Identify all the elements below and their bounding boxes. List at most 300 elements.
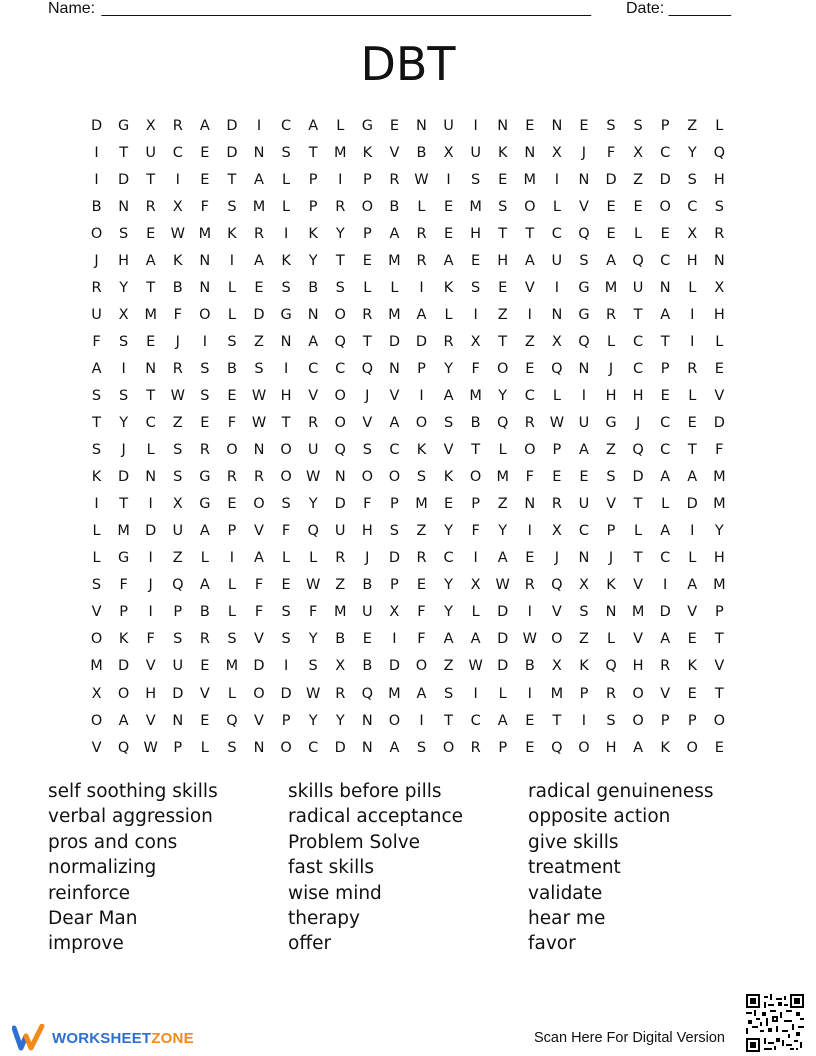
- grid-letter[interactable]: F: [173, 306, 182, 323]
- grid-letter[interactable]: L: [336, 117, 345, 134]
- grid-letter[interactable]: C: [578, 523, 589, 540]
- grid-letter[interactable]: J: [121, 442, 126, 459]
- grid-letter[interactable]: A: [443, 631, 454, 648]
- grid-letter[interactable]: R: [335, 550, 346, 567]
- grid-letter[interactable]: E: [579, 469, 589, 486]
- grid-letter[interactable]: I: [419, 387, 424, 404]
- grid-letter[interactable]: Q: [551, 360, 563, 377]
- grid-letter[interactable]: R: [687, 360, 698, 377]
- grid-letter[interactable]: L: [309, 550, 318, 567]
- grid-letter[interactable]: S: [633, 117, 643, 134]
- grid-letter[interactable]: O: [90, 712, 103, 729]
- grid-letter[interactable]: P: [417, 360, 426, 377]
- grid-letter[interactable]: Z: [443, 658, 454, 675]
- grid-letter[interactable]: E: [200, 712, 210, 729]
- grid-letter[interactable]: I: [175, 171, 180, 188]
- grid-letter[interactable]: H: [497, 252, 509, 269]
- grid-letter[interactable]: D: [226, 117, 238, 134]
- grid-letter[interactable]: C: [687, 198, 698, 215]
- grid-letter[interactable]: D: [253, 658, 265, 675]
- grid-letter[interactable]: P: [362, 225, 372, 242]
- grid-letter[interactable]: Y: [444, 604, 453, 621]
- grid-letter[interactable]: N: [551, 117, 563, 134]
- grid-letter[interactable]: I: [527, 523, 532, 540]
- grid-letter[interactable]: S: [91, 577, 102, 594]
- grid-letter[interactable]: T: [146, 279, 156, 296]
- grid-letter[interactable]: R: [308, 415, 319, 432]
- grid-letter[interactable]: X: [118, 306, 129, 323]
- grid-letter[interactable]: A: [145, 252, 156, 269]
- grid-letter[interactable]: E: [525, 360, 535, 377]
- grid-letter[interactable]: F: [308, 604, 318, 621]
- grid-letter[interactable]: A: [497, 712, 508, 729]
- grid-letter[interactable]: L: [606, 631, 616, 648]
- grid-letter[interactable]: Q: [578, 225, 590, 242]
- grid-letter[interactable]: R: [226, 469, 237, 486]
- grid-letter[interactable]: N: [578, 550, 590, 567]
- grid-letter[interactable]: P: [498, 739, 508, 756]
- grid-letter[interactable]: N: [361, 739, 373, 756]
- grid-letter[interactable]: I: [473, 306, 478, 323]
- grid-letter[interactable]: T: [498, 225, 508, 242]
- grid-letter[interactable]: N: [361, 712, 373, 729]
- grid-letter[interactable]: L: [634, 225, 643, 242]
- grid-letter[interactable]: L: [227, 685, 236, 702]
- grid-letter[interactable]: V: [362, 415, 373, 432]
- grid-letter[interactable]: A: [389, 415, 400, 432]
- grid-letter[interactable]: X: [335, 658, 346, 675]
- grid-letter[interactable]: I: [283, 658, 289, 675]
- grid-letter[interactable]: T: [119, 496, 129, 513]
- grid-letter[interactable]: V: [145, 712, 156, 729]
- grid-letter[interactable]: N: [388, 360, 400, 377]
- grid-letter[interactable]: E: [254, 279, 264, 296]
- grid-letter[interactable]: D: [605, 171, 617, 188]
- grid-letter[interactable]: D: [90, 117, 103, 134]
- grid-letter[interactable]: I: [527, 685, 532, 702]
- grid-letter[interactable]: V: [145, 658, 156, 675]
- grid-letter[interactable]: J: [554, 550, 559, 567]
- grid-letter[interactable]: L: [444, 306, 453, 323]
- grid-letter[interactable]: P: [308, 198, 318, 215]
- grid-letter[interactable]: L: [688, 279, 697, 296]
- grid-letter[interactable]: I: [392, 631, 397, 648]
- grid-letter[interactable]: T: [633, 306, 643, 323]
- grid-letter[interactable]: C: [281, 117, 292, 134]
- grid-letter[interactable]: N: [199, 252, 211, 269]
- grid-letter[interactable]: T: [335, 252, 345, 269]
- grid-letter[interactable]: B: [524, 658, 535, 675]
- grid-letter[interactable]: L: [363, 279, 372, 296]
- grid-letter[interactable]: P: [119, 604, 128, 621]
- grid-letter[interactable]: R: [172, 117, 183, 134]
- grid-letter[interactable]: X: [172, 496, 183, 513]
- grid-letter[interactable]: F: [200, 198, 210, 215]
- grid-letter[interactable]: A: [254, 171, 264, 188]
- grid-letter[interactable]: K: [606, 577, 616, 594]
- grid-letter[interactable]: M: [631, 604, 645, 621]
- grid-letter[interactable]: R: [416, 550, 427, 567]
- grid-letter[interactable]: T: [119, 144, 129, 161]
- grid-letter[interactable]: L: [227, 604, 236, 621]
- grid-letter[interactable]: R: [172, 360, 183, 377]
- grid-letter[interactable]: C: [443, 550, 454, 567]
- grid-letter[interactable]: S: [606, 117, 616, 134]
- grid-letter[interactable]: V: [308, 387, 319, 404]
- grid-letter[interactable]: Y: [308, 712, 318, 729]
- grid-letter[interactable]: W: [305, 685, 321, 702]
- grid-letter[interactable]: R: [551, 496, 562, 513]
- grid-letter[interactable]: E: [362, 631, 372, 648]
- grid-letter[interactable]: I: [148, 604, 153, 621]
- grid-letter[interactable]: R: [335, 198, 346, 215]
- grid-letter[interactable]: E: [579, 117, 589, 134]
- grid-letter[interactable]: Q: [226, 712, 238, 729]
- grid-letter[interactable]: L: [282, 171, 291, 188]
- grid-letter[interactable]: L: [200, 739, 209, 756]
- grid-letter[interactable]: S: [498, 198, 508, 215]
- grid-letter[interactable]: V: [687, 604, 698, 621]
- grid-letter[interactable]: R: [714, 225, 725, 242]
- grid-letter[interactable]: I: [554, 279, 559, 296]
- grid-letter[interactable]: B: [172, 279, 183, 296]
- grid-letter[interactable]: Z: [524, 333, 535, 350]
- grid-letter[interactable]: R: [253, 225, 265, 242]
- grid-letter[interactable]: C: [660, 442, 671, 459]
- grid-letter[interactable]: S: [389, 523, 399, 540]
- grid-letter[interactable]: E: [443, 225, 454, 242]
- grid-letter[interactable]: R: [199, 442, 210, 459]
- grid-letter[interactable]: S: [416, 469, 427, 486]
- grid-letter[interactable]: A: [118, 712, 129, 729]
- grid-letter[interactable]: D: [145, 523, 157, 540]
- grid-letter[interactable]: R: [605, 685, 617, 702]
- grid-letter[interactable]: K: [362, 144, 373, 161]
- grid-letter[interactable]: S: [416, 739, 427, 756]
- grid-letter[interactable]: M: [90, 658, 103, 675]
- grid-letter[interactable]: T: [281, 415, 291, 432]
- grid-letter[interactable]: Y: [687, 144, 697, 161]
- grid-letter[interactable]: U: [578, 415, 590, 432]
- grid-letter[interactable]: B: [91, 198, 102, 215]
- grid-letter[interactable]: W: [170, 387, 185, 404]
- grid-letter[interactable]: L: [606, 333, 616, 350]
- grid-letter[interactable]: N: [659, 279, 671, 296]
- grid-letter[interactable]: P: [471, 496, 480, 513]
- grid-letter[interactable]: V: [199, 685, 210, 702]
- grid-letter[interactable]: C: [172, 144, 183, 161]
- grid-letter[interactable]: Q: [605, 658, 617, 675]
- grid-letter[interactable]: J: [608, 360, 614, 377]
- grid-letter[interactable]: M: [388, 306, 401, 323]
- grid-letter[interactable]: F: [471, 523, 480, 540]
- grid-letter[interactable]: O: [280, 469, 292, 486]
- grid-letter[interactable]: O: [280, 442, 292, 459]
- grid-letter[interactable]: A: [416, 685, 427, 702]
- grid-letter[interactable]: K: [308, 225, 318, 242]
- grid-letter[interactable]: O: [388, 712, 401, 729]
- grid-letter[interactable]: T: [660, 333, 670, 350]
- grid-letter[interactable]: F: [146, 631, 155, 648]
- grid-letter[interactable]: S: [227, 739, 237, 756]
- grid-letter[interactable]: E: [714, 739, 724, 756]
- grid-letter[interactable]: L: [688, 550, 697, 567]
- grid-letter[interactable]: M: [225, 658, 239, 675]
- grid-letter[interactable]: M: [713, 577, 726, 594]
- grid-letter[interactable]: D: [118, 171, 130, 188]
- grid-letter[interactable]: X: [551, 333, 562, 350]
- grid-letter[interactable]: J: [635, 415, 641, 432]
- grid-letter[interactable]: X: [470, 333, 481, 350]
- grid-letter[interactable]: S: [443, 685, 454, 702]
- grid-letter[interactable]: E: [525, 117, 535, 134]
- grid-letter[interactable]: R: [470, 739, 481, 756]
- grid-letter[interactable]: E: [227, 496, 237, 513]
- grid-letter[interactable]: O: [361, 198, 374, 215]
- grid-letter[interactable]: R: [253, 469, 265, 486]
- grid-letter[interactable]: P: [579, 685, 589, 702]
- grid-letter[interactable]: V: [389, 144, 400, 161]
- grid-letter[interactable]: B: [308, 279, 319, 296]
- grid-letter[interactable]: S: [200, 387, 210, 404]
- grid-letter[interactable]: T: [714, 631, 724, 648]
- grid-letter[interactable]: Q: [713, 144, 726, 161]
- date-blank[interactable]: _______: [668, 0, 731, 17]
- grid-letter[interactable]: T: [92, 415, 101, 432]
- grid-letter[interactable]: D: [334, 739, 346, 756]
- grid-letter[interactable]: Y: [444, 523, 453, 540]
- grid-letter[interactable]: F: [525, 469, 534, 486]
- grid-letter[interactable]: N: [578, 360, 590, 377]
- grid-letter[interactable]: V: [389, 387, 400, 404]
- grid-letter[interactable]: O: [442, 739, 455, 756]
- grid-letter[interactable]: H: [713, 306, 725, 323]
- grid-letter[interactable]: V: [524, 279, 535, 296]
- grid-letter[interactable]: E: [146, 225, 156, 242]
- grid-letter[interactable]: Y: [119, 279, 129, 296]
- grid-letter[interactable]: I: [527, 604, 532, 621]
- grid-letter[interactable]: T: [633, 496, 643, 513]
- grid-letter[interactable]: E: [498, 279, 508, 296]
- grid-letter[interactable]: L: [390, 279, 399, 296]
- grid-letter[interactable]: S: [227, 198, 237, 215]
- grid-letter[interactable]: A: [389, 739, 400, 756]
- grid-letter[interactable]: Y: [308, 631, 318, 648]
- grid-letter[interactable]: H: [632, 387, 644, 404]
- grid-letter[interactable]: H: [713, 550, 725, 567]
- grid-letter[interactable]: D: [388, 550, 400, 567]
- grid-letter[interactable]: E: [687, 631, 697, 648]
- grid-letter[interactable]: I: [581, 387, 587, 404]
- grid-letter[interactable]: X: [172, 198, 183, 215]
- grid-letter[interactable]: O: [90, 631, 103, 648]
- grid-letter[interactable]: C: [660, 550, 671, 567]
- grid-letter[interactable]: S: [281, 279, 291, 296]
- grid-letter[interactable]: Y: [444, 360, 453, 377]
- grid-letter[interactable]: W: [549, 415, 565, 432]
- grid-letter[interactable]: O: [415, 658, 428, 675]
- grid-letter[interactable]: V: [714, 658, 725, 675]
- grid-letter[interactable]: K: [281, 252, 291, 269]
- grid-letter[interactable]: I: [202, 333, 207, 350]
- grid-letter[interactable]: U: [307, 442, 319, 459]
- grid-letter[interactable]: G: [605, 415, 617, 432]
- grid-letter[interactable]: V: [633, 631, 644, 648]
- grid-letter[interactable]: Y: [444, 577, 453, 594]
- grid-letter[interactable]: D: [415, 333, 428, 350]
- grid-letter[interactable]: C: [660, 415, 671, 432]
- grid-letter[interactable]: E: [362, 252, 372, 269]
- grid-letter[interactable]: R: [145, 198, 156, 215]
- grid-letter[interactable]: Q: [172, 577, 184, 594]
- grid-letter[interactable]: M: [252, 198, 266, 215]
- grid-letter[interactable]: U: [91, 306, 102, 323]
- grid-letter[interactable]: H: [118, 252, 130, 269]
- grid-letter[interactable]: O: [388, 469, 401, 486]
- grid-letter[interactable]: G: [361, 117, 373, 134]
- grid-letter[interactable]: X: [633, 144, 644, 161]
- grid-letter[interactable]: C: [308, 739, 319, 756]
- grid-letter[interactable]: O: [469, 469, 482, 486]
- grid-letter[interactable]: A: [687, 469, 698, 486]
- grid-letter[interactable]: E: [525, 739, 535, 756]
- grid-letter[interactable]: M: [198, 225, 212, 242]
- grid-letter[interactable]: A: [91, 360, 102, 377]
- grid-letter[interactable]: L: [227, 279, 236, 296]
- grid-letter[interactable]: A: [660, 523, 671, 540]
- grid-letter[interactable]: S: [254, 360, 264, 377]
- grid-letter[interactable]: A: [199, 117, 210, 134]
- grid-letter[interactable]: E: [416, 577, 427, 594]
- grid-letter[interactable]: I: [473, 117, 478, 134]
- grid-letter[interactable]: Y: [498, 387, 508, 404]
- grid-letter[interactable]: S: [173, 631, 183, 648]
- grid-letter[interactable]: I: [419, 712, 424, 729]
- grid-letter[interactable]: S: [687, 171, 697, 188]
- grid-letter[interactable]: K: [173, 252, 183, 269]
- grid-letter[interactable]: L: [498, 442, 507, 459]
- grid-letter[interactable]: N: [524, 144, 536, 161]
- grid-letter[interactable]: N: [118, 198, 130, 215]
- grid-letter[interactable]: T: [227, 171, 237, 188]
- grid-letter[interactable]: S: [606, 712, 616, 729]
- grid-letter[interactable]: P: [660, 360, 670, 377]
- grid-letter[interactable]: H: [713, 171, 725, 188]
- grid-letter[interactable]: D: [497, 658, 509, 675]
- grid-letter[interactable]: A: [199, 523, 210, 540]
- grid-letter[interactable]: X: [578, 577, 589, 594]
- grid-letter[interactable]: U: [172, 523, 184, 540]
- grid-letter[interactable]: I: [690, 333, 695, 350]
- grid-letter[interactable]: A: [524, 252, 535, 269]
- grid-letter[interactable]: V: [660, 685, 671, 702]
- grid-letter[interactable]: O: [253, 685, 265, 702]
- grid-letter[interactable]: E: [389, 117, 399, 134]
- grid-letter[interactable]: X: [551, 658, 562, 675]
- grid-letter[interactable]: F: [92, 333, 101, 350]
- grid-letter[interactable]: H: [470, 225, 482, 242]
- grid-letter[interactable]: P: [281, 712, 291, 729]
- grid-letter[interactable]: O: [361, 469, 374, 486]
- grid-letter[interactable]: Z: [606, 442, 616, 459]
- grid-letter[interactable]: L: [282, 550, 291, 567]
- grid-letter[interactable]: O: [713, 712, 726, 729]
- grid-letter[interactable]: Q: [334, 333, 346, 350]
- grid-letter[interactable]: O: [524, 442, 536, 459]
- grid-letter[interactable]: O: [632, 712, 644, 729]
- grid-letter[interactable]: N: [145, 469, 157, 486]
- grid-letter[interactable]: Z: [172, 415, 183, 432]
- grid-letter[interactable]: W: [414, 171, 429, 188]
- grid-letter[interactable]: F: [254, 577, 264, 594]
- grid-letter[interactable]: Q: [117, 739, 130, 756]
- grid-letter[interactable]: Y: [714, 523, 724, 540]
- grid-letter[interactable]: G: [199, 469, 211, 486]
- grid-letter[interactable]: N: [253, 739, 265, 756]
- grid-letter[interactable]: I: [283, 360, 289, 377]
- grid-letter[interactable]: D: [388, 658, 400, 675]
- grid-letter[interactable]: C: [524, 387, 535, 404]
- grid-letter[interactable]: P: [173, 604, 183, 621]
- grid-letter[interactable]: L: [552, 387, 561, 404]
- grid-letter[interactable]: F: [417, 604, 426, 621]
- grid-letter[interactable]: T: [633, 550, 643, 567]
- grid-letter[interactable]: E: [443, 496, 454, 513]
- grid-letter[interactable]: T: [146, 171, 156, 188]
- grid-letter[interactable]: Q: [361, 685, 374, 702]
- grid-letter[interactable]: V: [254, 712, 264, 729]
- grid-letter[interactable]: S: [579, 604, 589, 621]
- grid-letter[interactable]: Z: [172, 550, 183, 567]
- grid-letter[interactable]: L: [634, 523, 643, 540]
- grid-letter[interactable]: S: [119, 333, 129, 350]
- grid-letter[interactable]: P: [687, 712, 697, 729]
- grid-letter[interactable]: I: [229, 550, 235, 567]
- grid-letter[interactable]: H: [361, 523, 373, 540]
- grid-letter[interactable]: B: [199, 604, 210, 621]
- grid-letter[interactable]: B: [470, 415, 481, 432]
- grid-letter[interactable]: W: [170, 225, 185, 242]
- grid-letter[interactable]: Q: [578, 333, 590, 350]
- grid-letter[interactable]: F: [281, 523, 291, 540]
- grid-letter[interactable]: I: [94, 144, 99, 161]
- grid-letter[interactable]: V: [254, 523, 264, 540]
- grid-letter[interactable]: P: [390, 577, 399, 594]
- grid-letter[interactable]: V: [91, 739, 102, 756]
- grid-letter[interactable]: I: [148, 550, 153, 567]
- grid-letter[interactable]: S: [471, 171, 481, 188]
- grid-letter[interactable]: H: [686, 252, 698, 269]
- grid-letter[interactable]: H: [145, 685, 157, 702]
- grid-letter[interactable]: H: [605, 387, 617, 404]
- grid-letter[interactable]: A: [660, 306, 671, 323]
- grid-letter[interactable]: L: [200, 550, 209, 567]
- grid-letter[interactable]: K: [416, 442, 427, 459]
- grid-letter[interactable]: F: [363, 496, 372, 513]
- grid-letter[interactable]: P: [362, 171, 372, 188]
- grid-letter[interactable]: J: [148, 577, 153, 594]
- grid-letter[interactable]: S: [606, 469, 616, 486]
- grid-letter[interactable]: Z: [254, 333, 264, 350]
- grid-letter[interactable]: E: [552, 469, 562, 486]
- grid-letter[interactable]: T: [525, 225, 535, 242]
- grid-letter[interactable]: T: [444, 712, 453, 729]
- grid-letter[interactable]: L: [92, 523, 101, 540]
- grid-letter[interactable]: I: [229, 252, 235, 269]
- grid-letter[interactable]: D: [253, 306, 265, 323]
- grid-letter[interactable]: X: [443, 144, 454, 161]
- grid-letter[interactable]: D: [497, 631, 509, 648]
